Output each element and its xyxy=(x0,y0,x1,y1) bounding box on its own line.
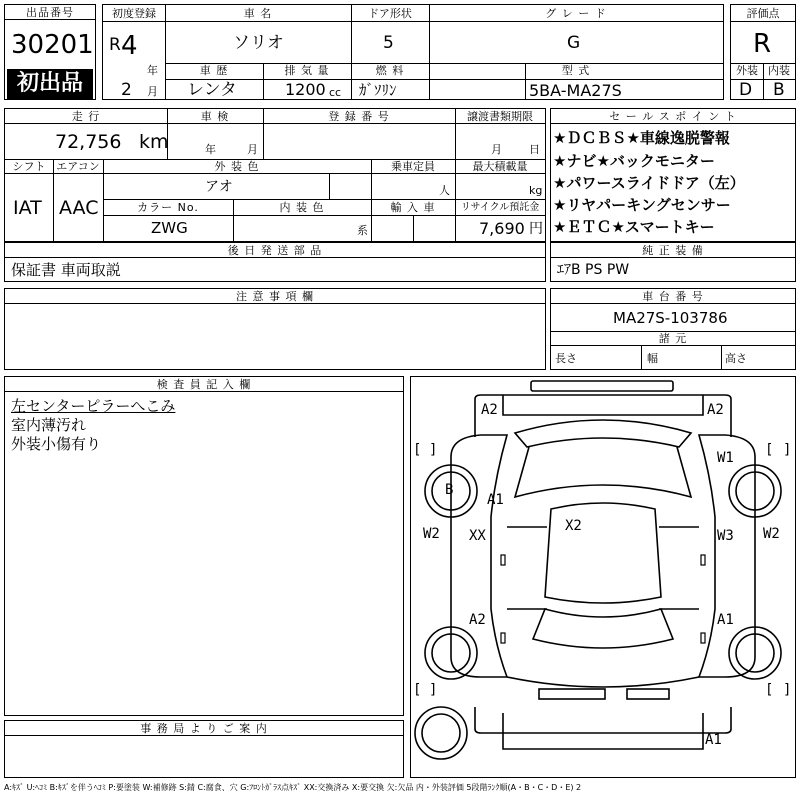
shift: IAT xyxy=(13,197,42,219)
damage-mark-a1-bottom: A1 xyxy=(705,732,722,748)
color-no: ZWG xyxy=(151,219,188,237)
notes-label: 注 意 事 項 欄 xyxy=(236,290,314,303)
month-unit: 月 xyxy=(147,85,158,98)
history: レンタ xyxy=(187,80,237,100)
exterior-grade-label: 外装 xyxy=(736,64,758,77)
chassis-label: 車 台 番 号 xyxy=(642,290,704,303)
transfer-label: 譲渡書類期限 xyxy=(467,110,533,123)
fuel: ｶﾞｿﾘﾝ xyxy=(359,81,397,99)
legend: A:ｷｽﾞ U:ﾍｺﾐ B:ｷｽﾞを伴うﾍｺﾐ P:要塗装 W:補修跡 S:錆 C:腐食、穴 G:ﾌﾛﾝﾄｶﾞﾗｽ点ｷｽﾞ XX:交換済み X:要交換 欠:欠品 内・外装評価 5段階ﾗﾝｸ順(A・B・C・D・E) 2 xyxy=(4,783,582,792)
later-parts-label: 後 日 発 送 部 品 xyxy=(227,244,323,257)
length-label: 長さ xyxy=(555,352,577,365)
month: 2 xyxy=(121,80,132,100)
first-reg-label: 初度登録 xyxy=(112,7,156,20)
era: R xyxy=(109,35,121,55)
damage-mark-w3: W3 xyxy=(717,528,734,544)
aircon: AAC xyxy=(59,197,99,219)
interior-grade: B xyxy=(773,80,785,100)
inspector-note: 室内薄汚れ xyxy=(11,416,87,434)
damage-mark-w2-left: W2 xyxy=(423,526,440,542)
later-parts-value: 保証書 車両取説 xyxy=(11,261,121,279)
inspection-year-unit: 年 xyxy=(205,143,216,156)
capacity-unit: 人 xyxy=(439,184,450,197)
mileage-label: 走 行 xyxy=(71,110,101,123)
first-listing-badge: 初出品 xyxy=(7,69,93,99)
damage-mark-front-right: A2 xyxy=(707,402,724,418)
recycle-unit: 円 xyxy=(529,221,543,237)
grade: G xyxy=(567,33,581,53)
score: R xyxy=(753,29,772,59)
damage-mark-x2: X2 xyxy=(565,518,582,534)
mileage-unit: km xyxy=(139,131,169,153)
interior-grade-label: 内装 xyxy=(768,64,790,77)
inspection-month-unit: 月 xyxy=(247,143,258,156)
bracket-open: [ xyxy=(765,442,774,458)
bracket-open: [ xyxy=(765,682,774,698)
chassis-box xyxy=(550,288,796,370)
transfer-month-unit: 月 xyxy=(491,143,502,156)
inspector-box xyxy=(4,376,404,716)
inspection-label: 車 検 xyxy=(200,110,230,123)
max-load-unit: kg xyxy=(529,184,543,197)
lot-number-label: 出品番号 xyxy=(5,6,95,20)
car-name-label: 車 名 xyxy=(243,7,273,20)
car-diagram-box xyxy=(410,376,796,778)
vehicle-info-box xyxy=(102,4,724,100)
selling-point-item: ★ナビ★バックモニター xyxy=(553,152,715,170)
inspector-label: 検 査 員 記 入 欄 xyxy=(156,378,252,391)
notes-box xyxy=(4,288,546,370)
car-name: ソリオ xyxy=(233,33,284,53)
import-label: 輸 入 車 xyxy=(390,201,436,214)
inspector-note: 外装小傷有り xyxy=(11,435,102,453)
lot-number-box xyxy=(4,4,96,100)
damage-mark-a1-front: A1 xyxy=(487,492,504,508)
color-no-label: カラー No. xyxy=(137,201,199,214)
door: 5 xyxy=(383,33,394,53)
inspector-note: 左センターピラーへこみ xyxy=(11,397,176,415)
mileage: 72,756 xyxy=(55,131,122,153)
fuel-label: 燃 料 xyxy=(375,64,405,77)
transfer-day-unit: 日 xyxy=(529,143,540,156)
bracket-close: ] xyxy=(429,442,438,458)
exterior-color: アオ xyxy=(205,179,233,195)
door-label: ドア形状 xyxy=(368,7,412,20)
selling-point-item: ★パワースライドドア（左） xyxy=(553,174,745,192)
displacement: 1200 xyxy=(285,80,326,99)
later-parts-box xyxy=(4,242,546,282)
exterior-grade: D xyxy=(739,80,753,100)
details-box xyxy=(4,108,546,242)
selling-points-box xyxy=(550,108,796,242)
exterior-color-label: 外 装 色 xyxy=(214,160,260,173)
score-label: 評価点 xyxy=(746,7,780,20)
height-label: 高さ xyxy=(725,352,747,365)
selling-points-label: セ ー ル ス ポ イ ン ト xyxy=(609,110,737,123)
recycle: 7,690 xyxy=(479,219,525,238)
lot-number: 30201 xyxy=(11,30,94,60)
displacement-unit: cc xyxy=(329,86,342,99)
bracket-close: ] xyxy=(783,682,792,698)
interior-color-label: 内 装 色 xyxy=(279,201,325,214)
year: 4 xyxy=(121,31,138,61)
car-outline-diagram xyxy=(411,377,795,777)
grade-label: グ レ ー ド xyxy=(545,7,607,20)
recycle-label: リサイクル預託金 xyxy=(460,202,540,213)
damage-mark-a1-rear: A1 xyxy=(717,612,734,628)
spec-label: 諸 元 xyxy=(658,332,688,345)
model: 5BA-MA27S xyxy=(529,81,622,100)
width-label: 幅 xyxy=(647,352,658,365)
capacity-label: 乗車定員 xyxy=(391,160,435,173)
standard-equipment-value: ｴｱB PS PW xyxy=(557,262,630,278)
damage-mark-front-left: A2 xyxy=(481,402,498,418)
selling-point-item: ★リヤパーキングセンサー xyxy=(553,196,731,214)
selling-point-item: ★ＤＣＢＳ★車線逸脱警報 xyxy=(553,129,730,147)
bracket-close: ] xyxy=(783,442,792,458)
standard-equipment-label: 純 正 装 備 xyxy=(642,244,704,257)
displacement-label: 排 気 量 xyxy=(284,64,330,77)
year-unit: 年 xyxy=(147,64,158,77)
bracket-open: [ xyxy=(413,442,422,458)
interior-color-unit: 系 xyxy=(357,224,368,237)
selling-point-item: ★ＥＴＣ★スマートキー xyxy=(553,218,715,236)
damage-mark-a2-rear: A2 xyxy=(469,612,486,628)
aircon-label: エアコン xyxy=(56,160,100,173)
score-box xyxy=(730,4,796,100)
damage-mark-xx: XX xyxy=(469,528,486,544)
history-label: 車 歴 xyxy=(199,64,229,77)
reg-no-label: 登 録 番 号 xyxy=(328,110,390,123)
office-box xyxy=(4,720,404,778)
damage-mark-b: B xyxy=(445,482,454,498)
model-label: 型 式 xyxy=(561,64,591,77)
office-label: 事 務 局 よ り ご 案 内 xyxy=(140,722,268,735)
bracket-close: ] xyxy=(429,682,438,698)
shift-label: シフト xyxy=(12,160,46,173)
chassis-number: MA27S-103786 xyxy=(613,309,728,327)
max-load-label: 最大積載量 xyxy=(472,160,528,173)
standard-equipment-box xyxy=(550,242,796,282)
damage-mark-w2-right: W2 xyxy=(763,526,780,542)
damage-mark-w1: W1 xyxy=(717,450,734,466)
bracket-open: [ xyxy=(413,682,422,698)
